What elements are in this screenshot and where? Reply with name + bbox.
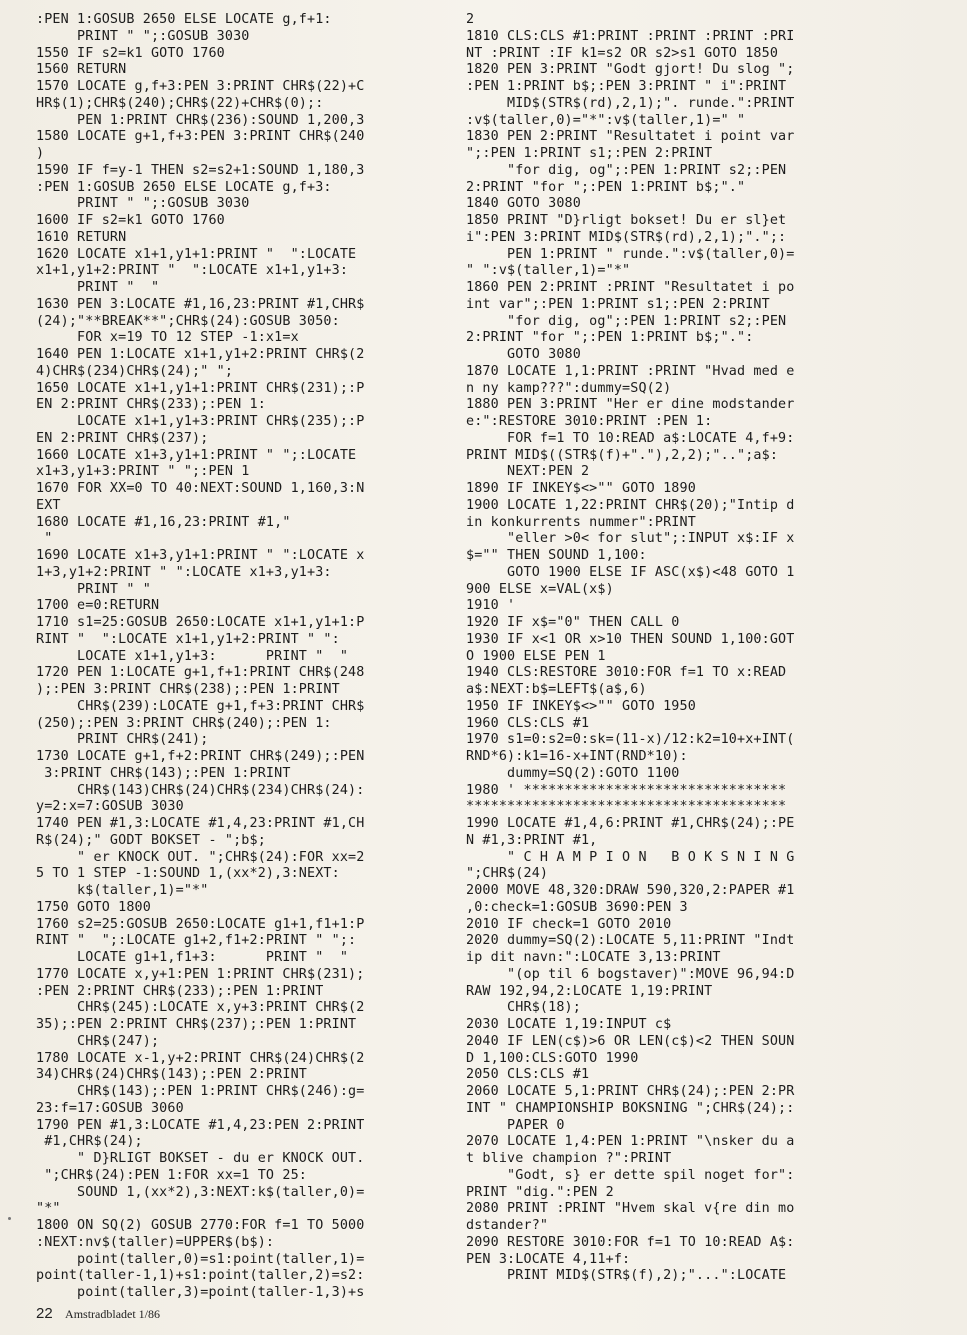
code-line: RINT " ";:LOCATE g1+2,f1+2:PRINT " ";: <box>36 933 357 949</box>
code-line: 1690 LOCATE x1+3,y1+1:PRINT " ":LOCATE x <box>36 548 365 563</box>
code-line: a$:NEXT:b$=LEFT$(a$,6) <box>466 682 647 697</box>
code-line: "for dig, og";:PEN 1:PRINT s2;:PEN <box>466 313 787 329</box>
code-line: 2060 LOCATE 5,1:PRINT CHR$(24);:PEN 2:PR <box>466 1084 795 1099</box>
code-line: " C H A M P I O N B O K S N I N G <box>466 849 795 865</box>
code-line: FOR x=19 TO 12 STEP -1:x1=x <box>36 330 299 346</box>
code-line: :PEN 2:PRINT CHR$(233);:PEN 1:PRINT <box>36 983 324 999</box>
code-line: 1730 LOCATE g+1,f+2:PRINT CHR$(249);:PEN <box>36 749 365 764</box>
code-line: :PEN 1:GOSUB 2650 ELSE LOCATE g,f+3: <box>36 179 332 195</box>
code-line: EN 2:PRINT CHR$(233);:PEN 1: <box>36 397 266 413</box>
code-line: O 1900 ELSE PEN 1 <box>466 648 606 664</box>
code-line: 1850 PRINT "D}rligt bokset! Du er sl}et <box>466 213 787 228</box>
code-line: D 1,100:CLS:GOTO 1990 <box>466 1050 639 1066</box>
code-line: SOUND 1,(xx*2),3:NEXT:k$(taller,0)= <box>36 1184 365 1200</box>
code-line: 34)CHR$(24)CHR$(143);:PEN 2:PRINT <box>36 1067 307 1083</box>
code-line: 1600 IF s2=k1 GOTO 1760 <box>36 213 225 228</box>
code-line: PEN 3:LOCATE 4,11+f: <box>466 1251 631 1267</box>
code-line: INT " CHAMPIONSHIP BOKSNING ";CHR$(24);: <box>466 1100 795 1116</box>
code-line: 1800 ON SQ(2) GOSUB 2770:FOR f=1 TO 5000 <box>36 1218 365 1233</box>
code-line: PEN 1:PRINT " runde.":v$(taller,0)= <box>466 246 795 262</box>
code-line: 1720 PEN 1:LOCATE g+1,f+1:PRINT CHR$(248 <box>36 665 365 681</box>
code-line: " <box>36 531 53 547</box>
code-line: EXT <box>36 497 61 513</box>
code-line: 1710 s1=25:GOSUB 2650:LOCATE x1+1,y1+1:P <box>36 615 365 630</box>
code-line: #1,CHR$(24); <box>36 1134 143 1150</box>
code-line: i":PEN 3:PRINT MID$(STR$(rd),2,1);".";: <box>466 229 787 245</box>
code-line: " er KNOCK OUT. ";CHR$(24):FOR xx=2 <box>36 849 365 865</box>
code-line: x1+3,y1+3:PRINT " ";:PEN 1 <box>36 464 250 480</box>
code-line: 1560 RETURN <box>36 62 127 78</box>
code-line: ";CHR$(24) <box>466 866 549 882</box>
code-line: LOCATE g1+1,f1+3: PRINT " " <box>36 950 349 965</box>
binding-mark <box>8 1217 11 1220</box>
code-line: :v$(taller,0)="*":v$(taller,1)=" " <box>466 112 746 128</box>
code-line: 2000 MOVE 48,320:DRAW 590,320,2:PAPER #1 <box>466 883 795 898</box>
code-line: CHR$(245):LOCATE x,y+3:PRINT CHR$(2 <box>36 1000 365 1016</box>
code-line: 2020 dummy=SQ(2):LOCATE 5,11:PRINT "Indt <box>466 933 795 949</box>
left-code-column <box>36 12 431 1302</box>
code-line: dummy=SQ(2):GOTO 1100 <box>466 765 680 781</box>
code-line: ip dit navn:":LOCATE 3,13:PRINT <box>466 950 721 965</box>
code-line: 4)CHR$(234)CHR$(24);" "; <box>36 363 234 379</box>
code-line: 1+3,y1+2:PRINT " ":LOCATE x1+3,y1+3: <box>36 564 332 580</box>
code-line: 1980 ' ******************************** <box>466 782 787 798</box>
code-line: "eller >0< for slut";:INPUT x$:IF x <box>466 531 795 547</box>
code-line: 1830 PEN 2:PRINT "Resultatet i point var <box>466 129 795 145</box>
code-line: 3:PRINT CHR$(143);:PEN 1:PRINT <box>36 765 291 781</box>
code-line: (250);:PEN 3:PRINT CHR$(240);:PEN 1: <box>36 715 332 731</box>
code-line: point(taller-1,1)+s1:point(taller,2)=s2: <box>36 1268 365 1284</box>
code-line: 900 ELSE x=VAL(x$) <box>466 581 614 597</box>
code-line: 1550 IF s2=k1 GOTO 1760 <box>36 45 225 61</box>
code-line: GOTO 1900 ELSE IF ASC(x$)<48 GOTO 1 <box>466 564 795 580</box>
code-line: PRINT MID$((STR$(f)+"."),2,2);"..";a$: <box>466 447 779 463</box>
code-line: 1700 e=0:RETURN <box>36 598 160 614</box>
code-line: 1810 CLS:CLS #1:PRINT :PRINT :PRINT :PRI <box>466 28 795 44</box>
code-line: ,0:check=1:GOSUB 3690:PEN 3 <box>466 899 688 915</box>
code-line: in konkurrents nummer":PRINT <box>466 514 696 530</box>
code-line: t blive champion ?":PRINT <box>466 1151 672 1166</box>
code-line: 1590 IF f=y-1 THEN s2=s2+1:SOUND 1,180,3 <box>36 162 365 178</box>
code-line: 1880 PEN 3:PRINT "Her er dine modstander <box>466 397 795 413</box>
code-line: x1+1,y1+2:PRINT " ":LOCATE x1+1,y1+3: <box>36 263 349 279</box>
code-line: EN 2:PRINT CHR$(237); <box>36 430 209 446</box>
code-line: PRINT MID$(STR$(f),2);"...":LOCATE <box>466 1268 787 1284</box>
code-line: 2030 LOCATE 1,19:INPUT c$ <box>466 1017 672 1032</box>
code-line: point(taller,0)=s1:point(taller,1)= <box>36 1251 365 1267</box>
code-line: 1760 s2=25:GOSUB 2650:LOCATE g1+1,f1+1:P <box>36 916 365 932</box>
code-line: RAW 192,94,2:LOCATE 1,19:PRINT <box>466 983 713 999</box>
code-line: "*" <box>36 1201 61 1217</box>
code-line: PAPER 0 <box>466 1117 565 1133</box>
page-number: 22 <box>36 1305 53 1322</box>
code-line: NEXT:PEN 2 <box>466 464 590 480</box>
code-line: :PEN 1:PRINT b$;:PEN 3:PRINT " i":PRINT <box>466 79 787 94</box>
code-line: 1840 GOTO 3080 <box>466 196 581 212</box>
code-line: PRINT " ";:GOSUB 3030 <box>36 28 250 44</box>
code-line: 1890 IF INKEY$<>"" GOTO 1890 <box>466 481 696 496</box>
code-line: ";:PEN 1:PRINT s1;:PEN 2:PRINT <box>466 146 713 161</box>
code-line: point(taller,3)=point(taller-1,3)+s <box>36 1285 365 1300</box>
code-line: 1970 s1=0:s2=0:sk=(11-x)/12:k2=10+x+INT( <box>466 732 795 748</box>
code-line: :NEXT:nv$(taller)=UPPER$(b$): <box>36 1234 275 1250</box>
code-line: 1570 LOCATE g,f+3:PEN 3:PRINT CHR$(22)+C <box>36 79 365 94</box>
code-line: 2080 PRINT :PRINT "Hvem skal v{re din mo <box>466 1201 795 1217</box>
code-line: 1870 LOCATE 1,1:PRINT :PRINT "Hvad med e <box>466 363 795 379</box>
code-line: 1950 IF INKEY$<>"" GOTO 1950 <box>466 698 696 714</box>
code-line: ";CHR$(24):PEN 1:FOR xx=1 TO 25: <box>36 1167 307 1183</box>
page-footer <box>36 1305 160 1322</box>
code-line: PRINT "dig.":PEN 2 <box>466 1184 614 1200</box>
code-line: 2090 RESTORE 3010:FOR f=1 TO 10:READ A$: <box>466 1234 795 1250</box>
code-line: 1990 LOCATE #1,4,6:PRINT #1,CHR$(24);:PE <box>466 816 795 831</box>
code-line: PRINT " " <box>36 280 160 295</box>
code-line: N #1,3:PRINT #1, <box>466 832 598 848</box>
code-line: 2050 CLS:CLS #1 <box>466 1067 590 1083</box>
code-line: 1930 IF x<1 OR x>10 THEN SOUND 1,100:GOT <box>466 631 795 647</box>
code-line: 1650 LOCATE x1+1,y1+1:PRINT CHR$(231);:P <box>36 380 365 396</box>
code-line: " ":v$(taller,1)="*" <box>466 263 631 279</box>
code-line: 35);:PEN 2:PRINT CHR$(237);:PEN 1:PRINT <box>36 1017 357 1032</box>
code-line: 2:PRINT "for ";:PEN 1:PRINT b$;"." <box>466 179 746 195</box>
code-line: 1940 CLS:RESTORE 3010:FOR f=1 TO x:READ <box>466 665 787 681</box>
code-line: e:":RESTORE 3010:PRINT :PEN 1: <box>466 414 713 429</box>
code-line: 1920 IF x$="0" THEN CALL 0 <box>466 615 680 630</box>
code-line: *************************************** <box>466 799 787 815</box>
code-line: 2070 LOCATE 1,4:PEN 1:PRINT "\nsker du a <box>466 1134 795 1150</box>
code-line: 1820 PEN 3:PRINT "Godt gjort! Du slog "; <box>466 62 795 78</box>
code-line: 1670 FOR XX=0 TO 40:NEXT:SOUND 1,160,3:N <box>36 481 365 496</box>
code-line: 1860 PEN 2:PRINT :PRINT "Resultatet i po <box>466 280 795 295</box>
code-line: GOTO 3080 <box>466 347 581 362</box>
code-line: 1620 LOCATE x1+1,y1+1:PRINT " ":LOCATE <box>36 246 357 262</box>
code-line: 5 TO 1 STEP -1:SOUND 1,(xx*2),3:NEXT: <box>36 866 340 882</box>
code-line: PRINT " " <box>36 581 151 597</box>
code-line: 1780 LOCATE x-1,y+2:PRINT CHR$(24)CHR$(2 <box>36 1050 365 1066</box>
code-line: (24);"**BREAK**";CHR$(24):GOSUB 3050: <box>36 313 340 329</box>
code-line: 2040 IF LEN(c$)>6 OR LEN(c$)<2 THEN SOUN <box>466 1033 795 1049</box>
code-line: R$(24);" GODT BOKSET - ";b$; <box>36 832 266 848</box>
code-line: 1900 LOCATE 1,22:PRINT CHR$(20);"Intip d <box>466 497 795 513</box>
code-line: 2010 IF check=1 GOTO 2010 <box>466 916 672 932</box>
code-line: " D}RLIGT BOKSET - du er KNOCK OUT. <box>36 1151 365 1166</box>
code-line: $="" THEN SOUND 1,100: <box>466 548 647 563</box>
code-line: n ny kamp???":dummy=SQ(2) <box>466 380 672 396</box>
code-line: 1660 LOCATE x1+3,y1+1:PRINT " ";:LOCATE <box>36 447 357 463</box>
code-line: CHR$(143);:PEN 1:PRINT CHR$(246):g= <box>36 1084 365 1099</box>
code-line: MID$(STR$(rd),2,1);". runde.":PRINT <box>466 95 795 111</box>
publication-name: Amstradbladet 1/86 <box>65 1307 161 1321</box>
code-line: "(op til 6 bogstaver)":MOVE 96,94:D <box>466 966 795 982</box>
code-line: y=2:x=7:GOSUB 3030 <box>36 799 184 815</box>
code-line: ) <box>36 146 45 161</box>
code-line: CHR$(143)CHR$(24)CHR$(234)CHR$(24): <box>36 782 365 798</box>
code-line: PRINT CHR$(241); <box>36 732 209 748</box>
code-line: dstander?" <box>466 1218 549 1233</box>
code-line: k$(taller,1)="*" <box>36 883 209 898</box>
code-line: 1790 PEN #1,3:LOCATE #1,4,23:PEN 2:PRINT <box>36 1117 365 1133</box>
code-line: );:PEN 3:PRINT CHR$(238);:PEN 1:PRINT <box>36 682 340 697</box>
code-line: int var";:PEN 1:PRINT s1;:PEN 2:PRINT <box>466 296 770 312</box>
code-line: 1750 GOTO 1800 <box>36 899 151 915</box>
code-line: 1610 RETURN <box>36 229 127 245</box>
code-line: 1740 PEN #1,3:LOCATE #1,4,23:PRINT #1,CH <box>36 816 365 831</box>
code-line: NT :PRINT :IF k1=s2 OR s2>s1 GOTO 1850 <box>466 45 779 61</box>
code-line: 1580 LOCATE g+1,f+3:PEN 3:PRINT CHR$(240 <box>36 129 365 145</box>
code-line: HR$(1);CHR$(240);CHR$(22)+CHR$(0);: <box>36 95 324 111</box>
code-line: 2 <box>466 12 475 27</box>
code-line: CHR$(247); <box>36 1033 160 1049</box>
code-line: 1910 ' <box>466 598 516 614</box>
right-code-column <box>466 12 871 1285</box>
code-line: LOCATE x1+1,y1+3:PRINT CHR$(235);:P <box>36 414 365 429</box>
code-line: "Godt, s} er dette spil noget for": <box>466 1167 795 1183</box>
code-line: RND*6):k1=16-x+INT(RND*10): <box>466 749 688 764</box>
code-line: RINT " ":LOCATE x1+1,y1+2:PRINT " ": <box>36 631 340 647</box>
code-line: 1770 LOCATE x,y+1:PEN 1:PRINT CHR$(231); <box>36 966 365 982</box>
code-line: :PEN 1:GOSUB 2650 ELSE LOCATE g,f+1: <box>36 12 332 27</box>
code-line: 1960 CLS:CLS #1 <box>466 715 590 731</box>
code-line: 1680 LOCATE #1,16,23:PRINT #1," <box>36 514 291 530</box>
code-line: FOR f=1 TO 10:READ a$:LOCATE 4,f+9: <box>466 430 795 446</box>
code-line: PRINT " ";:GOSUB 3030 <box>36 196 250 212</box>
code-line: PEN 1:PRINT CHR$(236):SOUND 1,200,3 <box>36 112 365 128</box>
code-line: 1640 PEN 1:LOCATE x1+1,y1+2:PRINT CHR$(2 <box>36 347 365 362</box>
code-line: 2:PRINT "for ";:PEN 1:PRINT b$;".": <box>466 330 754 346</box>
code-line: CHR$(18); <box>466 1000 581 1016</box>
code-line: 23:f=17:GOSUB 3060 <box>36 1100 184 1116</box>
code-line: CHR$(239):LOCATE g+1,f+3:PRINT CHR$ <box>36 698 365 714</box>
code-line: 1630 PEN 3:LOCATE #1,16,23:PRINT #1,CHR$ <box>36 296 365 312</box>
code-line: "for dig, og";:PEN 1:PRINT s2;:PEN <box>466 162 787 178</box>
code-line: LOCATE x1+1,y1+3: PRINT " " <box>36 648 349 664</box>
